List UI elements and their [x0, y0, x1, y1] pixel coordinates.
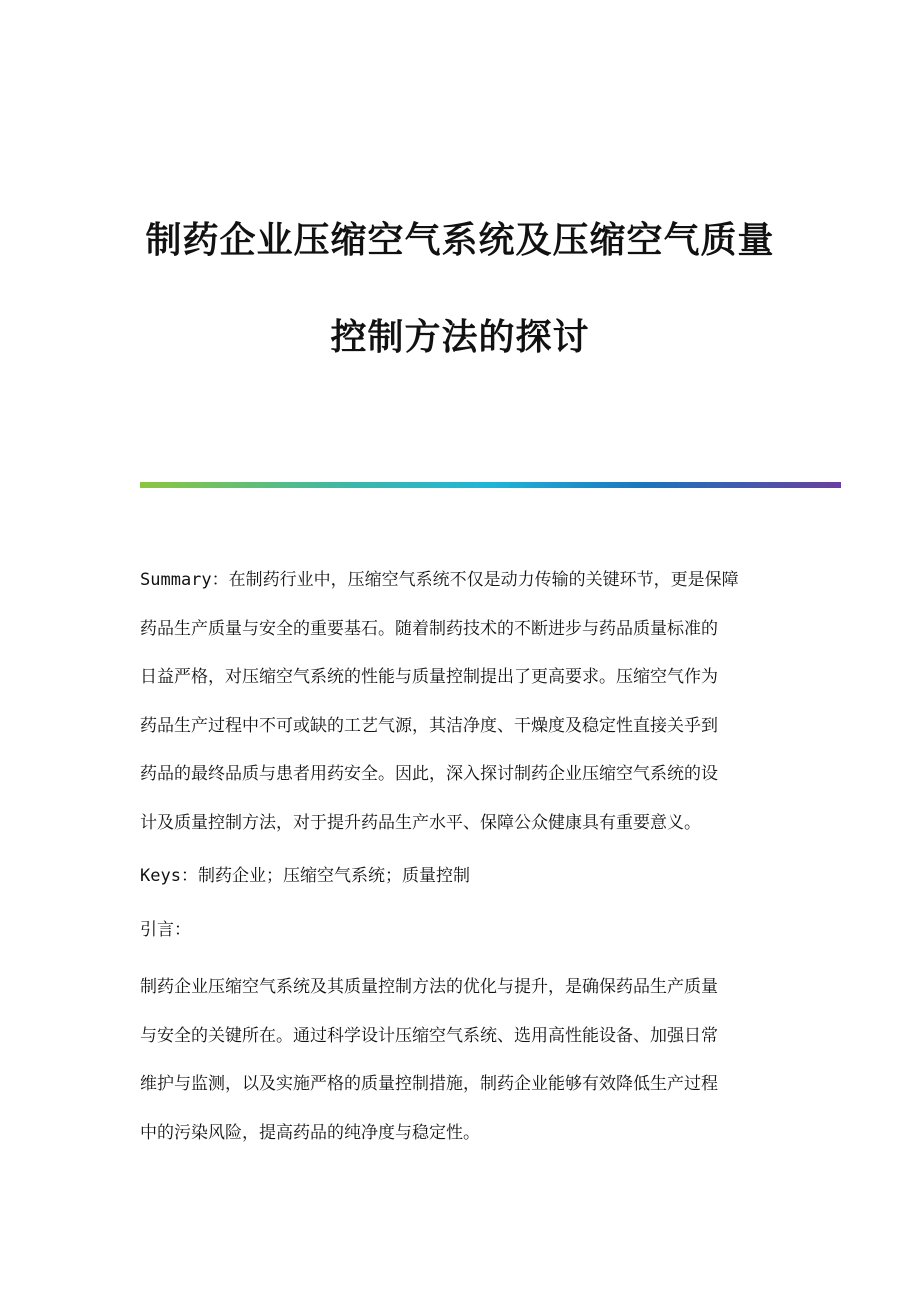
summary-line: Summary：在制药行业中，压缩空气系统不仅是动力传输的关键环节，更是保障	[140, 570, 739, 590]
document-title-line-2: 控制方法的探讨	[330, 317, 590, 358]
keywords-label: Keys：	[140, 866, 198, 886]
intro-paragraph	[140, 963, 785, 1157]
summary-line: 药品生产质量与安全的重要基石。随着制药技术的不断进步与药品质量标准的	[140, 618, 718, 639]
intro-line: 中的污染风险，提高药品的纯净度与稳定性。	[140, 1122, 480, 1143]
intro-line: 制药企业压缩空气系统及其质量控制方法的优化与提升，是确保药品生产质量	[140, 977, 718, 997]
summary-paragraph	[140, 556, 785, 847]
intro-heading: 引言：	[140, 920, 191, 940]
summary-label: Summary：	[140, 570, 229, 590]
intro-line: 维护与监测，以及实施严格的质量控制措施，制药企业能够有效降低生产过程	[140, 1074, 718, 1094]
keywords-line	[140, 852, 785, 901]
summary-line: 日益严格，对压缩空气系统的性能与质量控制提出了更高要求。压缩空气作为	[140, 667, 718, 687]
title-divider	[140, 482, 841, 488]
summary-line: 药品的最终品质与患者用药安全。因此，深入探讨制药企业压缩空气系统的设	[140, 764, 718, 784]
intro-line: 与安全的关键所在。通过科学设计压缩空气系统、选用高性能设备、加强日常	[140, 1025, 718, 1046]
keywords-text: 制药企业；压缩空气系统；质量控制	[197, 866, 470, 886]
summary-line: 药品生产过程中不可或缺的工艺气源，其洁净度、干燥度及稳定性直接关乎到	[140, 715, 718, 736]
document-title-line-1: 制药企业压缩空气系统及压缩空气质量	[145, 220, 775, 261]
summary-line: 计及质量控制方法，对于提升药品生产水平、保障公众健康具有重要意义。	[140, 812, 701, 833]
